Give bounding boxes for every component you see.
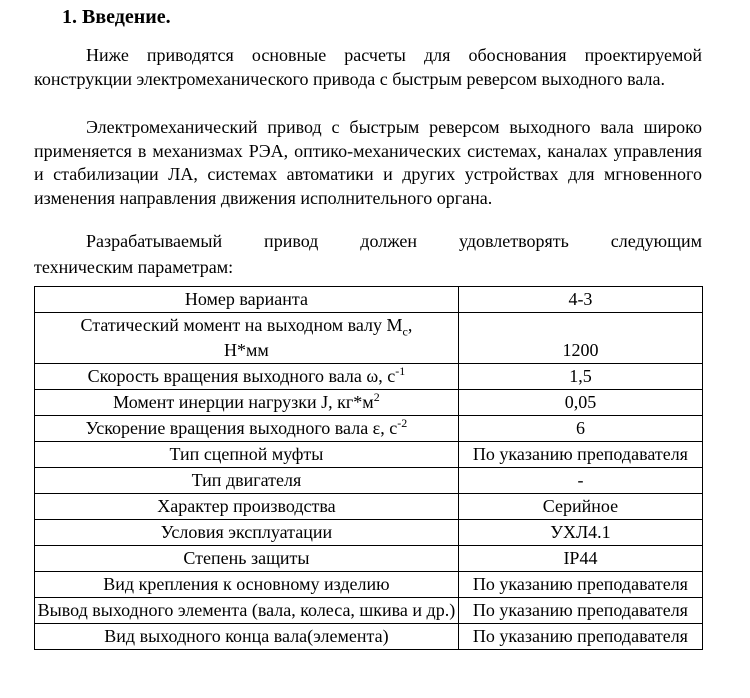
param-value: - bbox=[458, 468, 702, 494]
param-value: 6 bbox=[458, 416, 702, 442]
param-name-text: Момент инерции нагрузки J, кг*м bbox=[113, 392, 374, 412]
param-name bbox=[35, 313, 459, 364]
intro-paragraph-3-end: техническим параметрам: bbox=[34, 257, 234, 277]
param-name: Вид крепления к основному изделию bbox=[35, 572, 459, 598]
table-row bbox=[35, 494, 703, 520]
intro-paragraph-2: Электромеханический привод с быстрым реверсом выходного вала широко применяется в механизмах РЭА, оптико-механических системах, каналах управления и стабилизации ЛА, системах автоматики и других устройствах для мгновенного изменения направления движения исполнительного органа. bbox=[34, 117, 702, 208]
param-name-text: Статический момент на выходном валу М bbox=[80, 315, 403, 335]
table-row bbox=[35, 442, 703, 468]
table-row bbox=[35, 624, 703, 650]
param-value: По указанию преподавателя bbox=[458, 442, 702, 468]
param-name-text: Ускорение вращения выходного вала ε, с bbox=[85, 418, 398, 438]
table-row bbox=[35, 390, 703, 416]
param-superscript: -2 bbox=[397, 416, 408, 430]
table-row bbox=[35, 468, 703, 494]
param-name: Тип сцепной муфты bbox=[35, 442, 459, 468]
table-row bbox=[35, 598, 703, 624]
param-value: По указанию преподавателя bbox=[458, 572, 702, 598]
table-row bbox=[35, 546, 703, 572]
param-value: 1,5 bbox=[458, 364, 702, 390]
param-name: Тип двигателя bbox=[35, 468, 459, 494]
param-name-comma: , bbox=[407, 315, 413, 335]
intro-paragraph-1: Ниже приводятся основные расчеты для обоснования проектируемой конструкции электромеханического привода с быстрым реверсом выходного вала. bbox=[34, 45, 702, 89]
param-superscript: -1 bbox=[395, 364, 406, 378]
section-heading: 1. Введение. bbox=[62, 6, 171, 28]
intro-paragraph-3: Разрабатываемый привод должен удовлетворять следующим bbox=[86, 231, 702, 251]
param-value: УХЛ4.1 bbox=[458, 520, 702, 546]
table-row bbox=[35, 572, 703, 598]
param-name bbox=[35, 390, 459, 416]
param-name: Характер производства bbox=[35, 494, 459, 520]
param-name: Условия эксплуатации bbox=[35, 520, 459, 546]
param-subscript: с bbox=[402, 324, 408, 339]
param-name: Вывод выходного элемента (вала, колеса, шкива и др.) bbox=[35, 598, 459, 624]
param-value: По указанию преподавателя bbox=[458, 598, 702, 624]
param-superscript: 2 bbox=[373, 390, 380, 404]
table-row bbox=[35, 313, 703, 364]
param-name: Степень защиты bbox=[35, 546, 459, 572]
param-name bbox=[35, 364, 459, 390]
param-value: Серийное bbox=[458, 494, 702, 520]
param-name bbox=[35, 416, 459, 442]
param-name-text: Скорость вращения выходного вала ω, с bbox=[87, 366, 396, 386]
param-name: Вид выходного конца вала(элемента) bbox=[35, 624, 459, 650]
param-value: 4-3 bbox=[458, 287, 702, 313]
table-row bbox=[35, 287, 703, 313]
param-name: Номер варианта bbox=[35, 287, 459, 313]
param-value: По указанию преподавателя bbox=[458, 624, 702, 650]
param-value: IP44 bbox=[458, 546, 702, 572]
param-value: 0,05 bbox=[458, 390, 702, 416]
parameters-table bbox=[34, 286, 703, 650]
table-row bbox=[35, 416, 703, 442]
param-value: 1200 bbox=[458, 313, 702, 364]
table-row bbox=[35, 520, 703, 546]
table-row bbox=[35, 364, 703, 390]
param-unit: Н*мм bbox=[224, 340, 269, 360]
